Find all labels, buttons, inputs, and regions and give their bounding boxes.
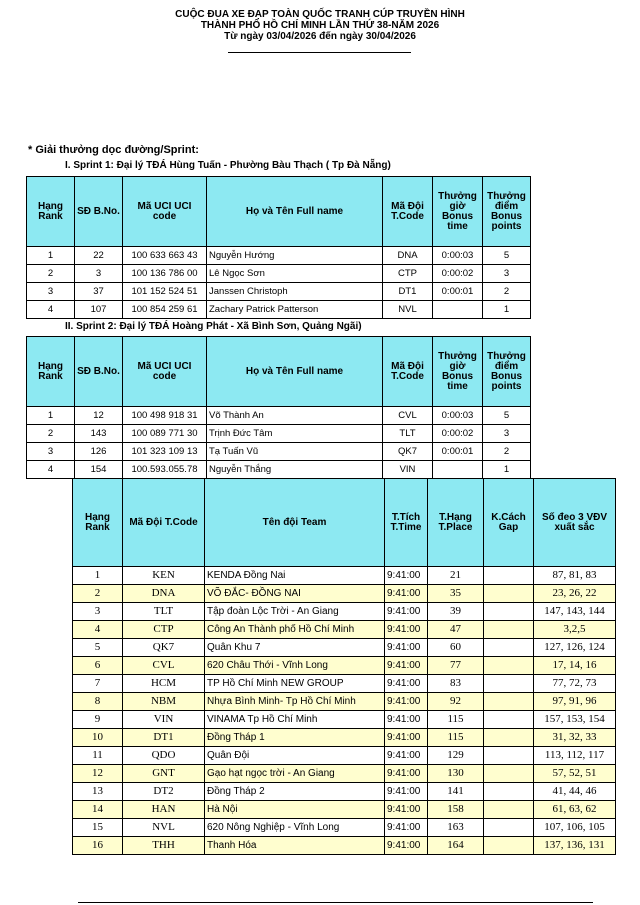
team-place-cell: 158 [428,801,484,819]
team-rank-cell: 13 [73,783,123,801]
team-rank-cell: 15 [73,819,123,837]
rider-name-cell: Zachary Patrick Patterson [207,301,383,319]
team-code-cell: DNA [383,247,433,265]
team-name-cell: Gạo hạt ngọc trời - An Giang [205,765,385,783]
table-row [27,247,531,265]
team-rank-cell: 3 [73,603,123,621]
uci-code-cell: 100 136 786 00 [123,265,207,283]
team-code-cell: NVL [123,819,205,837]
rank-cell: 1 [27,407,75,425]
team-code-cell: TLT [383,425,433,443]
team-place-cell: 39 [428,603,484,621]
table-row [27,301,531,319]
col-bonus-time-header: Thưởng giờ Bonus time [433,177,483,247]
team-name-cell: VINAMA Tp Hồ Chí Minh [205,711,385,729]
team-rank-cell: 6 [73,657,123,675]
bonus-points-cell: 3 [483,265,531,283]
team-name-cell: Đồng Tháp 1 [205,729,385,747]
sprint2-table [26,336,531,479]
team-rank-cell: 7 [73,675,123,693]
bonus-points-cell: 2 [483,443,531,461]
team-rank-cell: 10 [73,729,123,747]
team-gap-cell [484,693,534,711]
team-name-cell: KENDA Đồng Nai [205,567,385,585]
team-name-cell: TP Hồ Chí Minh NEW GROUP [205,675,385,693]
team-gap-cell [484,801,534,819]
team-code-cell: DT1 [383,283,433,301]
bonus-points-cell: 1 [483,301,531,319]
team-bibs-cell: 147, 143, 144 [534,603,616,621]
table-row [73,765,616,783]
col-team-gap-header: K.Cách Gap [484,479,534,567]
team-name-cell: 620 Nông Nghiệp - Vĩnh Long [205,819,385,837]
team-gap-cell [484,657,534,675]
team-name-cell: 620 Châu Thới - Vĩnh Long [205,657,385,675]
team-code-cell: VIN [123,711,205,729]
sprint1-table [26,176,531,319]
team-place-cell: 129 [428,747,484,765]
team-time-cell: 9:41:00 [385,711,428,729]
uci-code-cell: 100 633 663 43 [123,247,207,265]
col-name-header: Họ và Tên Full name [207,337,383,407]
team-rank-cell: 14 [73,801,123,819]
col-team-rank-header: Hạng Rank [73,479,123,567]
col-bonus-points-header: Thưởng điểm Bonus points [483,177,531,247]
team-code-cell: QK7 [123,639,205,657]
team-code-cell: KEN [123,567,205,585]
team-time-cell: 9:41:00 [385,639,428,657]
bonus-time-cell: 0:00:02 [433,265,483,283]
team-bibs-cell: 31, 32, 33 [534,729,616,747]
team-time-cell: 9:41:00 [385,765,428,783]
team-place-cell: 47 [428,621,484,639]
col-uci-header: Mã UCI UCI code [123,337,207,407]
rider-name-cell: Lê Ngọc Sơn [207,265,383,283]
sprint1-title: I. Sprint 1: Đại lý TĐÁ Hùng Tuấn - Phường Bàu Thạch ( Tp Đà Nẵng) [65,160,391,171]
col-bib-header: SĐ B.No. [75,177,123,247]
table-row [73,729,616,747]
team-code-cell: GNT [123,765,205,783]
header-divider [228,52,411,53]
team-rank-cell: 4 [73,621,123,639]
rank-cell: 2 [27,425,75,443]
bib-cell: 126 [75,443,123,461]
team-place-cell: 77 [428,657,484,675]
table-row [73,567,616,585]
team-bibs-cell: 17, 14, 16 [534,657,616,675]
col-team-code-header: Mã Đội T.Code [123,479,205,567]
col-team-place-header: T.Hạng T.Place [428,479,484,567]
table-row [27,407,531,425]
sprint-heading: * Giải thưởng dọc đường/Sprint: [28,144,199,156]
bonus-time-cell: 0:00:01 [433,443,483,461]
table-row [73,783,616,801]
uci-code-cell: 100 498 918 31 [123,407,207,425]
team-code-cell: QDO [123,747,205,765]
team-place-cell: 115 [428,711,484,729]
team-code-cell: THH [123,837,205,855]
col-bonus-points-header: Thưởng điểm Bonus points [483,337,531,407]
bonus-time-cell: 0:00:03 [433,247,483,265]
uci-code-cell: 100 854 259 61 [123,301,207,319]
team-time-cell: 9:41:00 [385,693,428,711]
team-rank-cell: 11 [73,747,123,765]
rank-cell: 3 [27,443,75,461]
team-name-cell: Tập đoàn Lộc Trời - An Giang [205,603,385,621]
bonus-time-cell: 0:00:03 [433,407,483,425]
bib-cell: 12 [75,407,123,425]
table-row [73,693,616,711]
col-name-header: Họ và Tên Full name [207,177,383,247]
team-classification-table [72,478,616,855]
table-row [73,621,616,639]
team-place-cell: 92 [428,693,484,711]
rank-cell: 2 [27,265,75,283]
team-time-cell: 9:41:00 [385,621,428,639]
table-row [73,819,616,837]
team-place-cell: 163 [428,819,484,837]
team-time-cell: 9:41:00 [385,657,428,675]
team-time-cell: 9:41:00 [385,567,428,585]
col-team-time-header: T.Tích T.Time [385,479,428,567]
table-row [73,675,616,693]
col-rank-header: Hạng Rank [27,337,75,407]
team-code-cell: TLT [123,603,205,621]
table-row [73,837,616,855]
table-row [27,283,531,301]
bonus-points-cell: 3 [483,425,531,443]
team-bibs-cell: 41, 44, 46 [534,783,616,801]
footer-divider [78,902,593,903]
team-code-cell: CTP [383,265,433,283]
col-uci-header: Mã UCI UCI code [123,177,207,247]
table-row [73,639,616,657]
col-team-header: Mã Đội T.Code [383,177,433,247]
table-row [27,461,531,479]
team-rank-cell: 12 [73,765,123,783]
bonus-time-cell: 0:00:02 [433,425,483,443]
team-gap-cell [484,729,534,747]
team-gap-cell [484,837,534,855]
team-gap-cell [484,783,534,801]
bonus-time-cell [433,461,483,479]
team-place-cell: 115 [428,729,484,747]
table-row [73,711,616,729]
team-gap-cell [484,585,534,603]
team-gap-cell [484,639,534,657]
team-code-cell: QK7 [383,443,433,461]
team-bibs-cell: 61, 63, 62 [534,801,616,819]
rank-cell: 4 [27,461,75,479]
team-code-cell: DT1 [123,729,205,747]
bonus-points-cell: 1 [483,461,531,479]
bib-cell: 143 [75,425,123,443]
report-subtitle: THÀNH PHỐ HỒ CHÍ MINH LẦN THỨ 38-NĂM 2026 [200,20,440,31]
team-code-cell: NBM [123,693,205,711]
team-bibs-cell: 137, 136, 131 [534,837,616,855]
team-code-cell: DT2 [123,783,205,801]
team-gap-cell [484,747,534,765]
bib-cell: 37 [75,283,123,301]
team-time-cell: 9:41:00 [385,819,428,837]
team-place-cell: 141 [428,783,484,801]
team-code-cell: NVL [383,301,433,319]
team-rank-cell: 5 [73,639,123,657]
team-bibs-cell: 113, 112, 117 [534,747,616,765]
col-bib-header: SĐ B.No. [75,337,123,407]
team-rank-cell: 9 [73,711,123,729]
team-time-cell: 9:41:00 [385,747,428,765]
table-row [27,265,531,283]
team-name-cell: Thanh Hóa [205,837,385,855]
rider-name-cell: Trịnh Đức Tâm [207,425,383,443]
team-name-cell: Công An Thành phố Hồ Chí Minh [205,621,385,639]
col-team-header: Mã Đội T.Code [383,337,433,407]
team-gap-cell [484,765,534,783]
rank-cell: 3 [27,283,75,301]
team-name-cell: VÕ ĐẮC- ĐỒNG NAI [205,585,385,603]
team-bibs-cell: 23, 26, 22 [534,585,616,603]
team-rank-cell: 2 [73,585,123,603]
rider-name-cell: Võ Thành An [207,407,383,425]
team-gap-cell [484,711,534,729]
team-time-cell: 9:41:00 [385,675,428,693]
rider-name-cell: Tạ Tuấn Vũ [207,443,383,461]
team-gap-cell [484,621,534,639]
col-team-bibs-header: Số đeo 3 VĐV xuất sắc [534,479,616,567]
col-bonus-time-header: Thưởng giờ Bonus time [433,337,483,407]
bib-cell: 22 [75,247,123,265]
rider-name-cell: Nguyễn Thắng [207,461,383,479]
team-place-cell: 21 [428,567,484,585]
team-code-cell: CTP [123,621,205,639]
team-bibs-cell: 127, 126, 124 [534,639,616,657]
rider-name-cell: Janssen Christoph [207,283,383,301]
uci-code-cell: 100.593.055.78 [123,461,207,479]
team-time-cell: 9:41:00 [385,585,428,603]
table-row [27,425,531,443]
rank-cell: 1 [27,247,75,265]
team-code-cell: HAN [123,801,205,819]
team-name-cell: Hà Nội [205,801,385,819]
team-place-cell: 164 [428,837,484,855]
uci-code-cell: 101 323 109 13 [123,443,207,461]
team-code-cell: DNA [123,585,205,603]
table-row [73,657,616,675]
team-bibs-cell: 77, 72, 73 [534,675,616,693]
table-row [73,747,616,765]
team-rank-cell: 16 [73,837,123,855]
uci-code-cell: 100 089 771 30 [123,425,207,443]
team-time-cell: 9:41:00 [385,603,428,621]
uci-code-cell: 101 152 524 51 [123,283,207,301]
team-bibs-cell: 57, 52, 51 [534,765,616,783]
team-bibs-cell: 97, 91, 96 [534,693,616,711]
team-code-cell: HCM [123,675,205,693]
team-time-cell: 9:41:00 [385,783,428,801]
team-bibs-cell: 3,2,5 [534,621,616,639]
report-date-range: Từ ngày 03/04/2026 đến ngày 30/04/2026 [224,31,416,42]
bonus-time-cell: 0:00:01 [433,283,483,301]
team-bibs-cell: 157, 153, 154 [534,711,616,729]
team-bibs-cell: 87, 81, 83 [534,567,616,585]
table-row [73,801,616,819]
team-time-cell: 9:41:00 [385,837,428,855]
team-name-cell: Quân Đội [205,747,385,765]
team-code-cell: VIN [383,461,433,479]
table-row [73,585,616,603]
table-row [73,603,616,621]
team-rank-cell: 1 [73,567,123,585]
team-time-cell: 9:41:00 [385,801,428,819]
col-rank-header: Hạng Rank [27,177,75,247]
team-name-cell: Quân Khu 7 [205,639,385,657]
team-place-cell: 35 [428,585,484,603]
bonus-points-cell: 5 [483,247,531,265]
report-title: CUỘC ĐUA XE ĐẠP TOÀN QUỐC TRANH CÚP TRUYỀN HÌNH [175,9,465,20]
rider-name-cell: Nguyễn Hướng [207,247,383,265]
bib-cell: 154 [75,461,123,479]
bonus-points-cell: 2 [483,283,531,301]
team-place-cell: 130 [428,765,484,783]
team-gap-cell [484,567,534,585]
team-name-cell: Đồng Tháp 2 [205,783,385,801]
rank-cell: 4 [27,301,75,319]
team-code-cell: CVL [383,407,433,425]
table-row [27,443,531,461]
col-team-name-header: Tên đội Team [205,479,385,567]
team-bibs-cell: 107, 106, 105 [534,819,616,837]
bonus-time-cell [433,301,483,319]
team-gap-cell [484,819,534,837]
team-gap-cell [484,675,534,693]
team-name-cell: Nhựa Bình Minh- Tp Hồ Chí Minh [205,693,385,711]
team-gap-cell [484,603,534,621]
bib-cell: 107 [75,301,123,319]
team-rank-cell: 8 [73,693,123,711]
sprint2-title: II. Sprint 2: Đại lý TĐÁ Hoàng Phát - Xã Bình Sơn, Quảng Ngãi) [65,321,362,332]
team-code-cell: CVL [123,657,205,675]
team-place-cell: 60 [428,639,484,657]
bonus-points-cell: 5 [483,407,531,425]
bib-cell: 3 [75,265,123,283]
team-place-cell: 83 [428,675,484,693]
team-time-cell: 9:41:00 [385,729,428,747]
